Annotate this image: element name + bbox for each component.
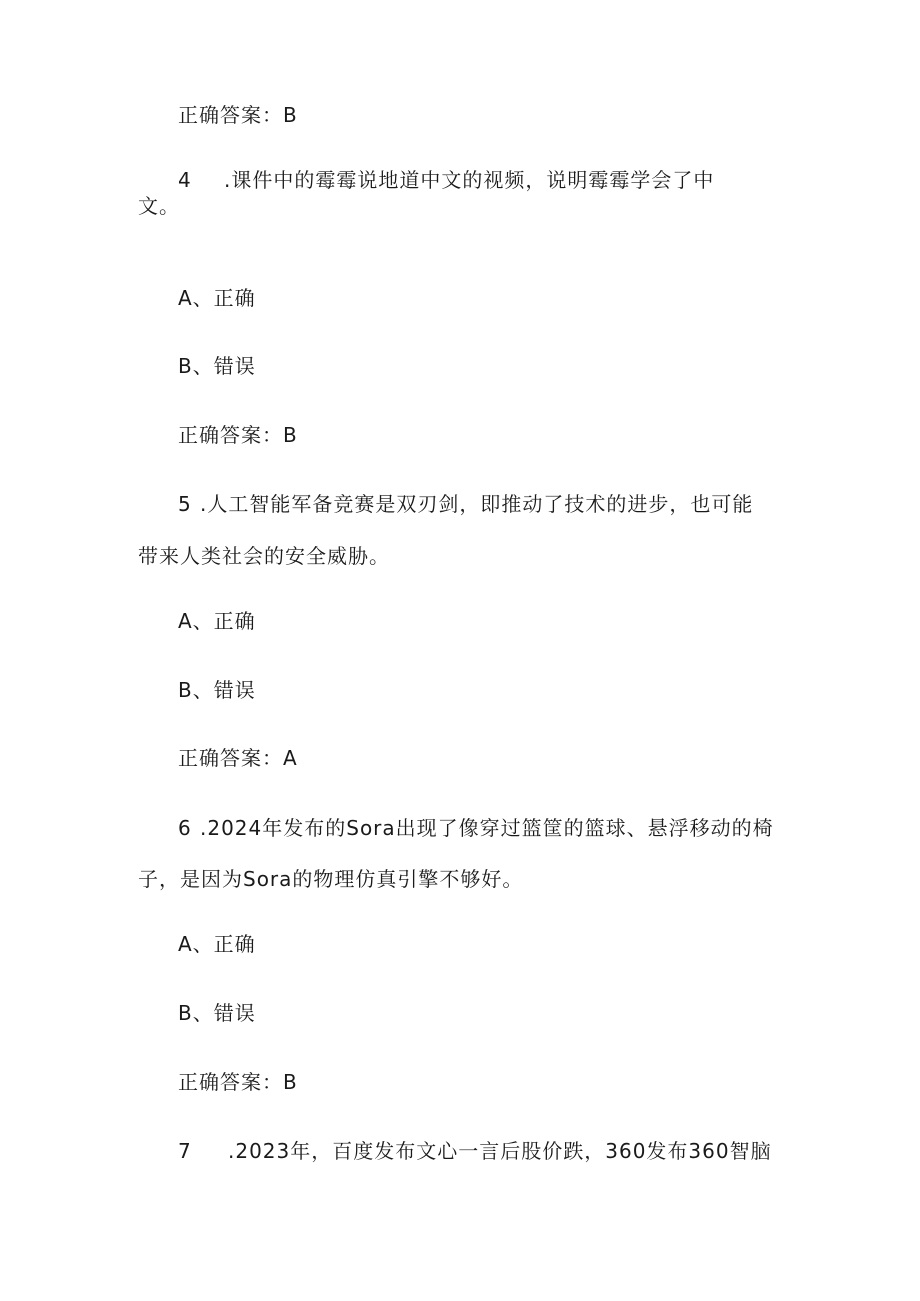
question-text: .2023年，百度发布文心一言后股价跌，360发布360智脑 xyxy=(228,1139,772,1163)
question-number: 7 xyxy=(178,1139,192,1163)
answer-line: 正确答案：B xyxy=(178,103,298,127)
question-number: 4 xyxy=(178,168,192,192)
question-text: .2024年发布的Sora出现了像穿过篮筐的篮球、悬浮移动的椅 xyxy=(200,816,774,840)
option-a: A、正确 xyxy=(178,286,256,310)
option-a: A、正确 xyxy=(178,609,256,633)
question-6-line-1 xyxy=(178,814,774,842)
option-b: B、错误 xyxy=(178,678,256,702)
question-4-line-2: 文。 xyxy=(138,194,180,218)
option-b: B、错误 xyxy=(178,354,256,378)
answer-line: 正确答案：A xyxy=(178,746,298,770)
answer-line: 正确答案：B xyxy=(178,423,298,447)
option-a: A、正确 xyxy=(178,932,256,956)
question-number: 5 xyxy=(178,492,192,516)
answer-line: 正确答案：B xyxy=(178,1070,298,1094)
question-text: .人工智能军备竞赛是双刃剑，即推动了技术的进步，也可能 xyxy=(200,492,754,516)
question-5-line-1 xyxy=(178,490,753,518)
option-b: B、错误 xyxy=(178,1001,256,1025)
question-4-line-1 xyxy=(178,166,714,194)
question-5-line-2: 带来人类社会的安全威胁。 xyxy=(138,544,390,568)
question-6-line-2: 子，是因为Sora的物理仿真引擎不够好。 xyxy=(138,867,524,891)
question-text: .课件中的霉霉说地道中文的视频，说明霉霉学会了中 xyxy=(224,168,715,192)
question-number: 6 xyxy=(178,816,192,840)
question-7-line-1 xyxy=(178,1137,772,1165)
